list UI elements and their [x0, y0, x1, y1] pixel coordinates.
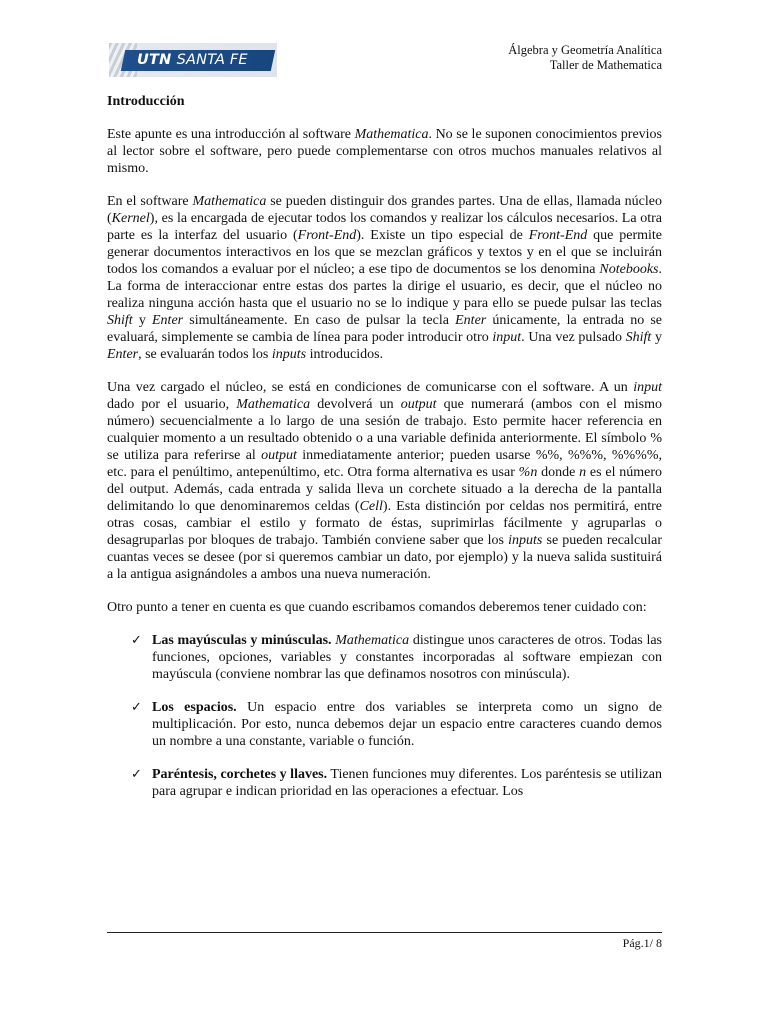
text-run-italic: Mathematica — [354, 127, 429, 142]
text-run-italic: %n — [518, 465, 538, 480]
text-run-italic: input — [492, 330, 522, 345]
text-run: inmediatamente anterior; pueden usarse %%, %%%, %%%%, etc. para el penúltimo, antepenúltimo, etc. Otra forma alternativa es usar — [107, 448, 662, 480]
text-run-italic: Cell — [359, 499, 383, 514]
utn-logo — [109, 43, 277, 77]
text-run: únicamente, la entrada no se evaluará, simplemente se cambia de línea para poder introducir otro — [107, 313, 663, 345]
section-title: Introducción — [107, 94, 185, 109]
text-run: y — [651, 330, 662, 345]
list-item — [107, 766, 662, 800]
text-run: Una vez cargado el núcleo, se está en condiciones de comunicarse con el software. A un — [107, 380, 634, 395]
list-item-heading: Los espacios. — [152, 700, 237, 715]
list-item-text: distingue unos caracteres de otros. Todas las funciones, opciones, variables y constantes incorporadas al software empiezan con mayúscula (conviene nombrar las que definamos nosotros con minúscula). — [152, 633, 663, 682]
page-number: Pág.1/ 8 — [622, 936, 662, 950]
text-run: se pueden distinguir dos grandes partes. Una de ellas, llamada núcleo ( — [107, 194, 662, 226]
text-run-italic: n — [579, 465, 587, 480]
text-run: que permite generar documentos interactivos en los que se mezclan gráficos y textos y en el que se incluirán todos los comandos a evaluar por el núcleo; a ese tipo de documentos se los denomina — [107, 228, 662, 277]
text-run-italic: Mathematica — [236, 397, 311, 412]
text-run: . No se le suponen conocimientos previos al lector sobre el software, pero puede complementarse con otros muchos manuales relativos al mismo. — [107, 127, 662, 176]
checkmark-icon: ✓ — [131, 633, 142, 648]
paragraph-input-output — [107, 379, 662, 583]
text-run: es el número del output. Además, cada entrada y salida lleva un corchete situado a la derecha de la pantalla delimitando lo que denominaremos celdas ( — [107, 465, 663, 514]
checkmark-icon: ✓ — [131, 767, 142, 782]
text-run: y — [132, 313, 152, 328]
text-run: dado por el usuario, — [107, 397, 237, 412]
text-run: simultáneamente. En caso de pulsar la tecla — [183, 313, 456, 328]
list-item — [107, 632, 662, 683]
text-run-italic: Kernel — [111, 211, 150, 226]
document-body — [107, 93, 662, 816]
list-item-text: Tienen funciones muy diferentes. Los paréntesis se utilizan para agrupar e indican prioridad en las operaciones a efectuar. Los — [152, 767, 662, 799]
list-item-heading: Las mayúsculas y minúsculas. — [152, 633, 332, 648]
text-run-italic: Enter — [152, 313, 184, 328]
text-run: introducidos. — [306, 347, 384, 362]
text-run-italic: input — [633, 380, 662, 395]
text-run-italic: Front-End — [297, 228, 357, 243]
text-run: , se evaluarán todos los — [138, 347, 272, 362]
text-run-italic: output — [261, 448, 297, 463]
text-run: Este apunte es una introducción al software — [107, 127, 355, 142]
logo-light-text: SANTA FE — [176, 52, 248, 68]
footer-divider — [107, 932, 662, 933]
text-run-italic: Front-End — [528, 228, 588, 243]
text-run-italic: Enter — [455, 313, 487, 328]
checkmark-icon: ✓ — [131, 700, 142, 715]
header-workshop: Taller de Mathematica — [549, 58, 662, 72]
text-run-italic: inputs — [508, 533, 543, 548]
text-run: se pueden recalcular cuantas veces se desee (por si queremos cambiar un dato, por ejemplo) y la nueva salida sustituirá a la antigua asignándoles a ambos una nueva numeración. — [107, 533, 663, 582]
text-run: ). Existe un tipo especial de — [356, 228, 529, 243]
text-run: ). Esta distinción por celdas nos permitirá, entre otras cosas, cambiar el estilo y formato de éstas, suprimirlas fácilmente y agruparlas o desagruparlas por bloques de trabajo. También conviene saber que los — [107, 499, 662, 548]
text-run-italic: output — [400, 397, 437, 412]
text-run-italic: Shift — [107, 313, 133, 328]
list-item — [107, 699, 662, 750]
header-course-info — [508, 43, 662, 73]
checklist — [107, 632, 662, 800]
text-run: . Una vez pulsado — [521, 330, 626, 345]
text-run-italic: Shift — [625, 330, 652, 345]
list-item-heading: Paréntesis, corchetes y llaves. — [152, 767, 328, 782]
logo-text — [137, 51, 248, 70]
paragraph-kernel-frontend — [107, 193, 662, 363]
paragraph-cuidado: Otro punto a tener en cuenta es que cuando escribamos comandos deberemos tener cuidado con: — [107, 600, 647, 615]
text-run-italic: Notebooks — [599, 262, 659, 277]
text-run: devolverá un — [310, 397, 401, 412]
text-run-italic: Mathematica — [192, 194, 267, 209]
text-run: En el software — [107, 194, 193, 209]
header-subject: Álgebra y Geometría Analítica — [508, 43, 662, 57]
paragraph-intro — [107, 126, 662, 177]
text-run-italic: inputs — [271, 347, 307, 362]
text-run-italic: Mathematica — [335, 633, 410, 648]
text-run: ), es la encargada de ejecutar todos los comandos y realizar los cálculos necesarios. La otra parte es la interfaz del usuario ( — [107, 211, 662, 243]
logo-bold-text: UTN — [137, 52, 172, 68]
text-run-italic: Enter — [107, 347, 139, 362]
text-run: donde — [537, 465, 580, 480]
text-run: . La forma de interaccionar entre estas dos partes la dirige el usuario, es decir, que el núcleo no realiza ninguna acción hasta que el usuario no se lo indique y para ello se puede pulsar las teclas — [107, 262, 662, 311]
text-run: que numerará (ambos con el mismo número) secuencialmente a lo largo de una sesión de trabajo. Esto permite hacer referencia en cualquier momento a un resultado obtenido o a una variable definida anteriormente. El símbolo % se utiliza para referirse al — [107, 397, 662, 463]
list-item-text: Un espacio entre dos variables se interpreta como un signo de multiplicación. Por esto, nunca debemos dejar un espacio entre caracteres cuando demos un nombre a una constante, variable o función. — [152, 700, 662, 749]
